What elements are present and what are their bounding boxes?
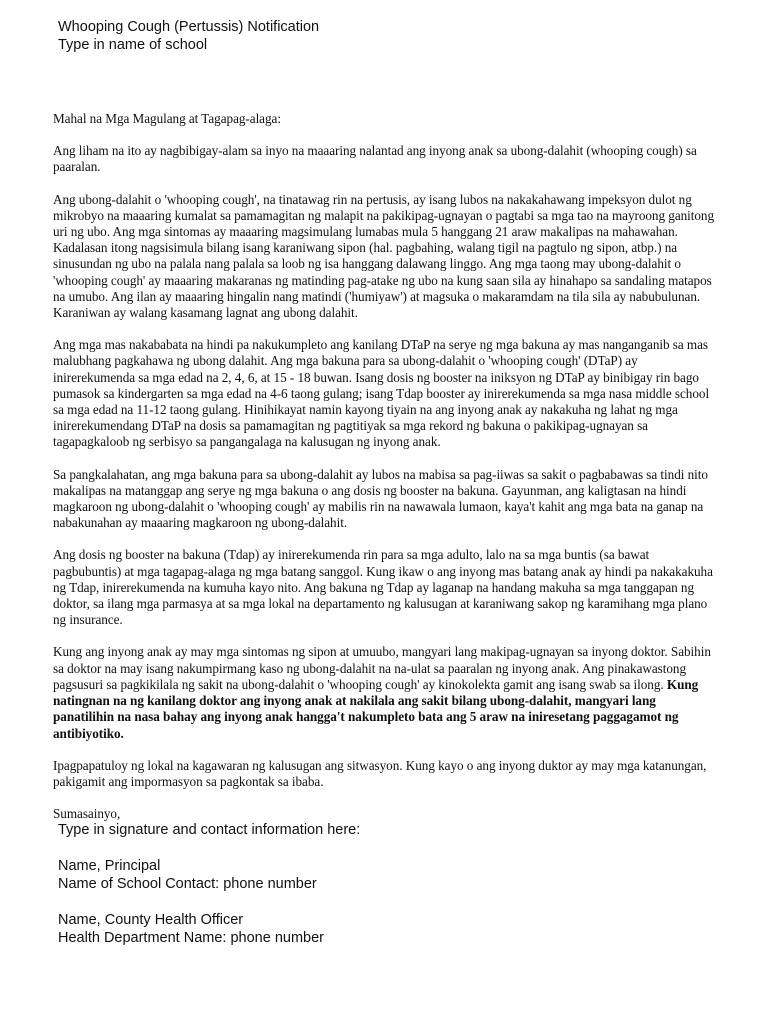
- closing: Sumasainyo,: [53, 806, 121, 822]
- paragraph-symptoms-action: [53, 644, 715, 741]
- paragraph-vaccination-schedule: Ang mga mas nakababata na hindi pa nakukumpleto ang kanilang DTaP na serye ng mga bakuna ay mas nanganganib sa mas malubhang pagkahawa ng ubong dalahit. Ang mga bakuna para sa ubong-dalahit o 'whooping cough' (DTaP) ay inirerekumenda sa mga edad na 2, 4, 6, at 15 - 18 buwan. Isang dosis ng booster na iniksyon ng DTaP ay binibigay rin bago pumasok sa kindergarten sa mga edad na 4-6 taong gulang; isang Tdap booster ay inirerekumenda sa mga nasa middle school sa mga edad na 11-12 taong gulang. Hinihikayat namin kayong tiyain na ang inyong anak ay nakakuha ng lahat ng mga inirerekumendang DTaP na dosis sa pamamagitan ng pagtitiyak sa mga rekord ng bakuna o pakikipag-ugnayan sa tagapagkaloob ng serbisyo sa pangangalaga na kalusugan ng inyong anak.: [53, 337, 710, 450]
- paragraph-vaccine-effectiveness: Sa pangkalahatan, ang mga bakuna para sa ubong-dalahit ay lubos na mabisa sa pag-iiwas sa sakit o pagbabawas sa tindi nito makalipas na matanggap ang serye ng mga bakuna o ang dosis ng booster na bakuna. Gayunman, ang kaligtasan na hindi magkaroon ng ubong-dalahit o 'whooping cough' ay mabilis rin na nawawala lumaon, kaya't kahit ang mga bata na ganap na nabakunahan ay maaaring magkaroon ng ubong-dalahit.: [53, 466, 708, 531]
- paragraph-tdap-adults: Ang dosis ng booster na bakuna (Tdap) ay inirerekumenda rin para sa mga adulto, lalo na sa mga buntis (sa bawat pagbubuntis) at mga tagapag-alaga ng mga batang sanggol. Kung ikaw o ang inyong mas batang anak ay hindi pa nakakakuha ng Tdap, inirerekumenda na kumuha kayo nito. Ang bakuna ng Tdap ay laganap na handang makuha sa mga tanggapan ng doktor, sa ilang mga parmasya at sa mga lokal na departamento ng kalusugan at karaniwang sakop ng karamihang mga plano ng insurance.: [53, 547, 713, 628]
- symptoms-text: Kung ang inyong anak ay may mga sintomas ng sipon at umuubo, mangyari lang makipag-ugnayan sa inyong doktor. Sabihin sa doktor na may isang nakumpirmang kaso ng ubong-dalahit na na-ulat sa paaralan ng inyong anak. Ang pinakawastong pagsusuri sa pagkikilala ng sakit na ubong-dalahit o 'whooping cough' ay kinokolekta gamit ang isang swab sa ilong.: [53, 644, 711, 692]
- salutation: Mahal na Mga Magulang at Tagapag-alaga:: [53, 111, 281, 126]
- health-officer-name: Name, County Health Officer: [58, 911, 244, 928]
- paragraph-follow-up: Ipagpapatuloy ng lokal na kagawaran ng kalusugan ang sitwasyon. Kung kayo o ang inyong duktor ay may mga katanungan, pakigamit ang impormasyon sa pagkontak sa ibaba.: [53, 757, 707, 789]
- health-department-contact: Health Department Name: phone number: [58, 930, 324, 946]
- stay-home-instruction: Kung natingnan na ng kanilang doktor ang inyong anak at nakilala ang sakit bilang ubong-dalahit, mangyari lang panatilihin na nasa bahay ang inyong anak hangga't nakumpleto bata ang 5 araw na iniresetang paggagamot ng antibiyotiko.: [53, 676, 699, 741]
- signature-block: [58, 821, 360, 948]
- principal-name: Name, Principal: [58, 857, 161, 874]
- paragraph-about-pertussis: Ang ubong-dalahit o 'whooping cough', na tinatawag rin na pertusis, ay isang lubos na nakakahawang impeksyon dulot ng mikrobyo na maaaring kumalat sa pamamagitan ng malapit na pakikipag-ugnayan o pagtabi sa mga tao na mayroong ganitong uri ng ubo. Ang mga sintomas ay maaaring magsimulang lumabas mula 5 hanggang 21 araw makalipas na mahawahan. Kadalasan itong nagsisimula bilang isang karaniwang sipon (hal. pagbahing, walang tigil na pagtulo ng sipon, atbp.) na sinusundan ng ubo na palala nang palala sa loob ng isa hanggang dalawang linggo. Ang mga taong may ubong-dalahit o 'whooping cough' ay maaaring makaranas ng matinding pag-atake ng ubo na kung saan sila ay hinahapo sa sandaling matapos na umubo. Ang ilan ay maaaring hingalin nang matindi ('humiyaw') at magsuka o makaramdam na tila sila ay nabubulunan. Karaniwan ay walang kasamang lagnat ang ubong dalahit.: [53, 191, 715, 321]
- school-contact: Name of School Contact: phone number: [58, 876, 317, 892]
- school-name-placeholder: Type in name of school: [58, 37, 208, 53]
- letter-body: [53, 111, 715, 838]
- signature-prompt: Type in signature and contact information here:: [58, 822, 361, 838]
- document-title: Whooping Cough (Pertussis) Notification: [58, 19, 320, 35]
- paragraph-exposure: Ang liham na ito ay nagbibigay-alam sa inyo na maaaring nalantad ang inyong anak sa ubong-dalahit (whooping cough) sa paaralan.: [53, 143, 697, 175]
- document-header: [58, 18, 319, 54]
